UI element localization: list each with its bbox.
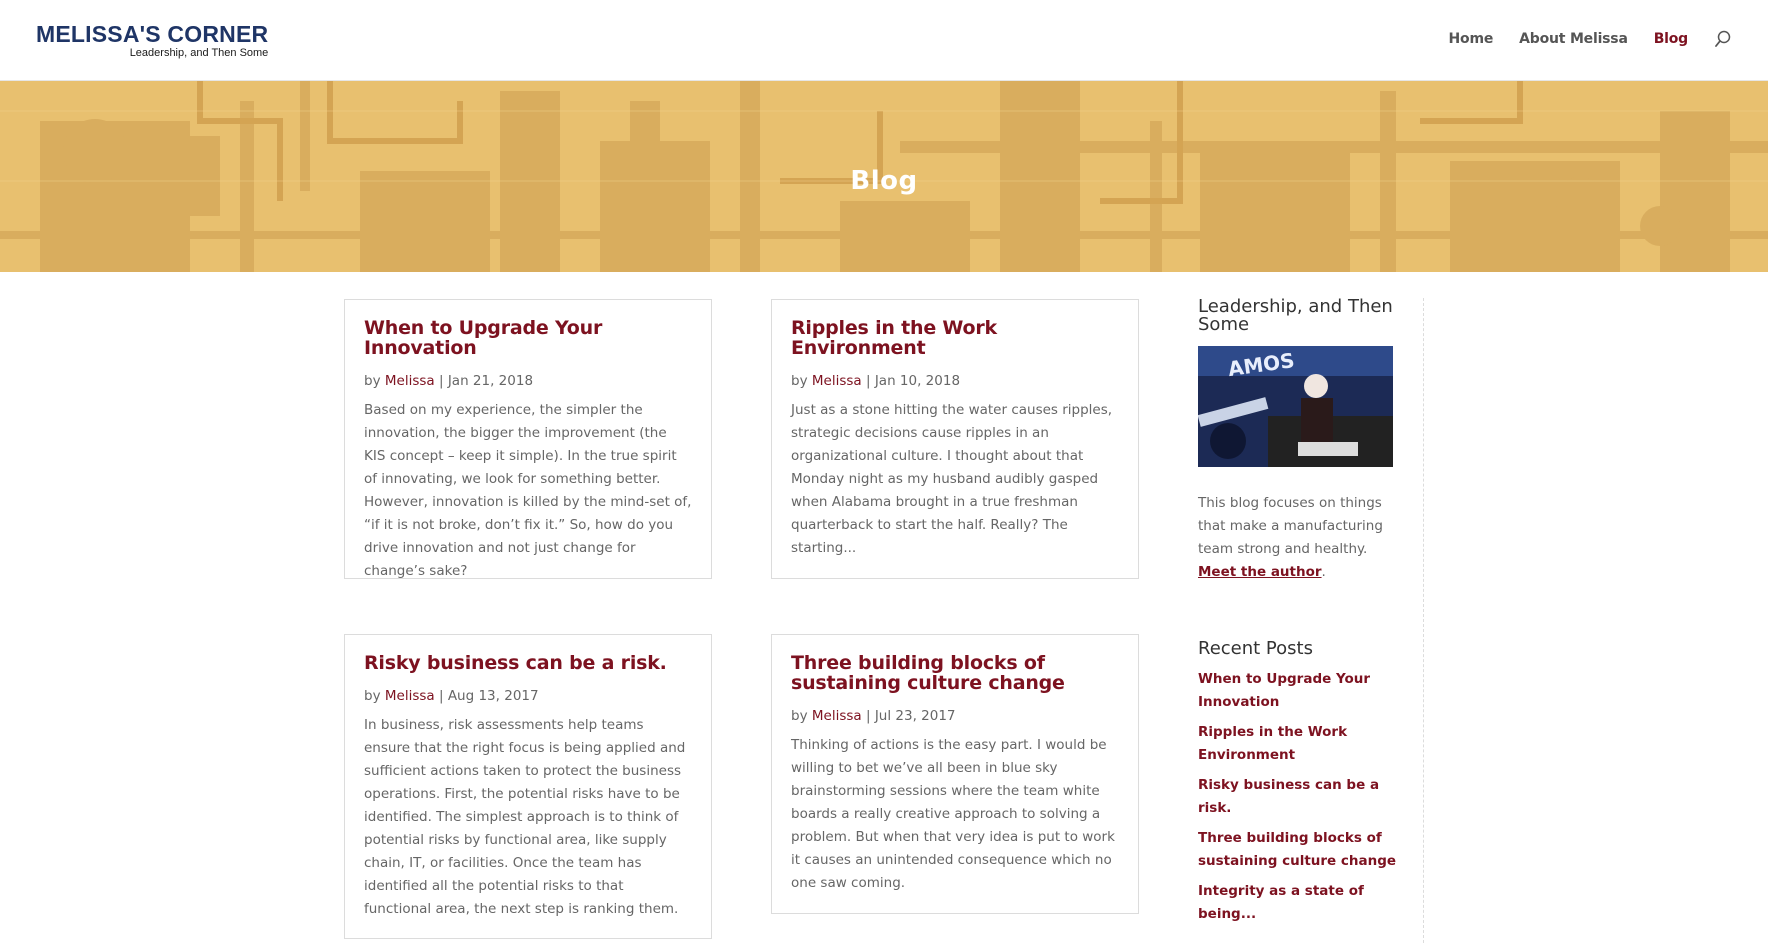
post-title[interactable]: Risky business can be a risk. <box>364 652 667 674</box>
post-title[interactable]: Ripples in the Work Environment <box>791 317 997 359</box>
post-meta <box>791 706 1119 726</box>
post-meta <box>364 686 692 706</box>
post-excerpt: Thinking of actions is the easy part. I would be willing to bet we’ve all been in blue sky brainstorming sessions where the team white boards a really creative approach to solving a problem. But when that very idea is put to work it causes an unintended consequence which no one saw coming. <box>791 737 1115 891</box>
post-meta <box>364 371 692 391</box>
post-by: by <box>791 373 808 389</box>
recent-post-link[interactable]: Integrity as a state of being... <box>1198 883 1364 922</box>
sidebar-link-suffix: . <box>1321 564 1326 580</box>
post-author-link[interactable]: Melissa <box>384 373 435 389</box>
nav-about-melissa[interactable]: About Melissa <box>1519 31 1628 47</box>
recent-post-link[interactable]: Risky business can be a risk. <box>1198 777 1380 816</box>
post-author-link[interactable]: Melissa <box>811 373 862 389</box>
svg-text:AMOS: AMOS <box>1226 348 1296 382</box>
post-by: by <box>791 708 808 724</box>
logo-tagline: Leadership, and Then Some <box>129 47 269 59</box>
post-card <box>771 634 1139 914</box>
meta-separator: | <box>865 708 871 724</box>
search-icon[interactable] <box>1714 30 1732 48</box>
post-author-link[interactable]: Melissa <box>384 688 435 704</box>
sidebar-description-text: This blog focuses on things that make a manufacturing team strong and healthy. <box>1198 495 1383 557</box>
hero-banner <box>0 81 1768 272</box>
meta-separator: | <box>438 688 444 704</box>
nav-blog[interactable]: Blog <box>1653 31 1688 47</box>
post-excerpt: Based on my experience, the simpler the innovation, the bigger the improvement (the KIS concept – keep it simple). In the true spirit of innovating, we look for something better. However, innovation is killed by the mind-set of, “if it is not broke, don’t fix it.” So, how do you drive innovation and not just change for change’s sake? <box>364 402 692 579</box>
recent-post-link[interactable]: Three building blocks of sustaining culture change <box>1198 830 1397 869</box>
post-date: Jan 10, 2018 <box>874 373 961 389</box>
site-logo[interactable] <box>36 22 268 59</box>
post-title[interactable]: Three building blocks of sustaining culture change <box>791 652 1065 694</box>
page-title: Blog <box>850 166 918 196</box>
meta-separator: | <box>438 373 444 389</box>
post-date: Aug 13, 2017 <box>447 688 539 704</box>
logo-main-text: MELISSA'S CORNER <box>36 21 269 47</box>
post-excerpt: Just as a stone hitting the water causes ripples, strategic decisions cause ripples in an organizational culture. I thought about that Monday night as my husband audibly gasped when Alabama brought in a true freshman quarterback to start the half. Really? The starting... <box>791 402 1113 556</box>
sidebar <box>1198 298 1424 933</box>
post-by: by <box>364 688 381 704</box>
recent-post-link[interactable]: Ripples in the Work Environment <box>1198 724 1348 763</box>
site-header <box>0 0 1768 81</box>
nav-home[interactable]: Home <box>1448 31 1494 47</box>
recent-posts-list <box>1198 668 1424 926</box>
post-date: Jul 23, 2017 <box>874 708 956 724</box>
meta-separator: | <box>865 373 871 389</box>
post-card <box>344 299 712 579</box>
post-author-link[interactable]: Melissa <box>811 708 862 724</box>
meet-author-link[interactable]: Meet the author <box>1198 564 1322 580</box>
post-date: Jan 21, 2018 <box>447 373 534 389</box>
post-title[interactable]: When to Upgrade Your Innovation <box>364 317 603 359</box>
author-photo <box>1198 346 1393 467</box>
sidebar-description <box>1198 492 1393 584</box>
post-by: by <box>364 373 381 389</box>
post-excerpt: In business, risk assessments help teams ensure that the right focus is being applied and sufficient actions taken to protect the business operations. First, the potential risks have to be identified. The simplest approach is to think of potential risks by functional area, like supply chain, IT, or facilities. Once the team has identified all the potential risks to that functional area, the next step is ranking them. <box>364 717 686 917</box>
sidebar-title: Leadership, and Then Some <box>1198 296 1393 335</box>
post-card <box>344 634 712 939</box>
recent-post-link[interactable]: When to Upgrade Your Innovation <box>1198 671 1371 710</box>
recent-posts-title: Recent Posts <box>1198 638 1313 659</box>
post-card <box>771 299 1139 579</box>
post-meta <box>791 371 1119 391</box>
main-nav <box>1449 30 1732 48</box>
